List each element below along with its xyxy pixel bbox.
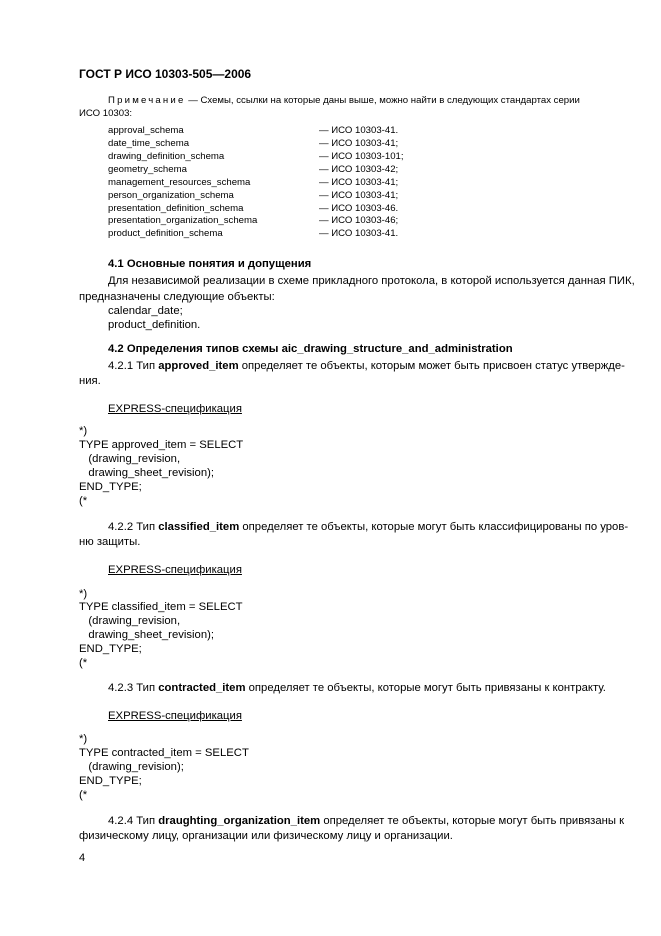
code-line: (* bbox=[79, 657, 88, 669]
clause-text: определяет те объекты, которые могут быть классифицированы по уров- bbox=[239, 521, 629, 533]
type-name: classified_item bbox=[158, 521, 240, 533]
clause-4-2-4-line-1 bbox=[108, 815, 624, 827]
page-number: 4 bbox=[79, 852, 86, 864]
express-spec-label: EXPRESS-спецификация bbox=[108, 564, 242, 576]
clause-number: 4.2.3 Тип bbox=[108, 682, 159, 694]
clause-4-2-1-line-1 bbox=[108, 360, 625, 372]
type-name: contracted_item bbox=[158, 682, 246, 694]
schema-standard: — ИСО 10303-46; bbox=[319, 215, 399, 226]
code-line: drawing_sheet_revision); bbox=[79, 629, 215, 641]
schema-row bbox=[108, 125, 628, 137]
code-line: (drawing_revision, bbox=[79, 615, 181, 627]
section-4-1-para-line-2: предназначены следующие объекты: bbox=[79, 291, 275, 303]
schema-standard: — ИСО 10303-41. bbox=[319, 125, 399, 136]
clause-number: 4.2.2 Тип bbox=[108, 521, 159, 533]
schema-row bbox=[108, 177, 628, 189]
schema-name: product_definition_schema bbox=[108, 228, 223, 239]
schema-name: presentation_definition_schema bbox=[108, 203, 244, 214]
code-line: *) bbox=[79, 425, 88, 437]
express-spec-label: EXPRESS-спецификация bbox=[108, 710, 242, 722]
code-line: END_TYPE; bbox=[79, 775, 142, 787]
code-line: END_TYPE; bbox=[79, 481, 142, 493]
schema-row bbox=[108, 164, 628, 176]
schema-name: drawing_definition_schema bbox=[108, 151, 225, 162]
clause-text: определяет те объекты, которые могут быть привязаны к контракту. bbox=[245, 682, 606, 694]
code-line: *) bbox=[79, 733, 88, 745]
clause-4-2-4-line-2: физическому лицу, организации или физическому лицу и организации. bbox=[79, 830, 453, 842]
code-line: drawing_sheet_revision); bbox=[79, 467, 215, 479]
schema-standard: — ИСО 10303-41; bbox=[319, 190, 399, 201]
express-spec-label: EXPRESS-спецификация bbox=[108, 403, 242, 415]
clause-text: определяет те объекты, которым может быть присвоен статус утвержде- bbox=[238, 360, 625, 372]
schema-row bbox=[108, 215, 628, 227]
schema-row bbox=[108, 138, 628, 150]
type-name: draughting_organization_item bbox=[158, 815, 321, 827]
note-text: — Схемы, ссылки на которые даны выше, можно найти в следующих стандартах серии bbox=[185, 95, 580, 106]
code-line: END_TYPE; bbox=[79, 643, 142, 655]
schema-name: management_resources_schema bbox=[108, 177, 251, 188]
clause-text: определяет те объекты, которые могут быть привязаны к bbox=[320, 815, 625, 827]
schema-name: person_organization_schema bbox=[108, 190, 234, 201]
clause-4-2-2-line-1 bbox=[108, 521, 628, 533]
schema-name: presentation_organization_schema bbox=[108, 215, 258, 226]
schema-standard: — ИСО 10303-101; bbox=[319, 151, 404, 162]
schema-standard: — ИСО 10303-41; bbox=[319, 138, 399, 149]
code-line: TYPE classified_item = SELECT bbox=[79, 601, 243, 613]
schema-row bbox=[108, 228, 628, 240]
code-line: (drawing_revision); bbox=[79, 761, 184, 773]
note-label: Примечание bbox=[108, 95, 186, 106]
clause-4-2-3-line-1 bbox=[108, 682, 606, 694]
code-line: *) bbox=[79, 588, 88, 600]
code-line: (drawing_revision, bbox=[79, 453, 181, 465]
note-line-1 bbox=[108, 95, 580, 106]
clause-number: 4.2.4 Тип bbox=[108, 815, 159, 827]
schema-name: approval_schema bbox=[108, 125, 184, 136]
object-product-definition: product_definition. bbox=[108, 319, 201, 331]
object-calendar-date: calendar_date; bbox=[108, 305, 183, 317]
code-line: TYPE contracted_item = SELECT bbox=[79, 747, 249, 759]
schema-standard: — ИСО 10303-46. bbox=[319, 203, 399, 214]
section-4-1-heading: 4.1 Основные понятия и допущения bbox=[108, 258, 312, 270]
clause-4-2-2-line-2: ню защиты. bbox=[79, 536, 141, 548]
schema-row bbox=[108, 203, 628, 215]
schema-standard: — ИСО 10303-41; bbox=[319, 177, 399, 188]
schema-standard: — ИСО 10303-42; bbox=[319, 164, 399, 175]
clause-number: 4.2.1 Тип bbox=[108, 360, 159, 372]
schema-name: date_time_schema bbox=[108, 138, 190, 149]
code-line: (* bbox=[79, 495, 88, 507]
type-name: approved_item bbox=[158, 360, 239, 372]
schema-name: geometry_schema bbox=[108, 164, 187, 175]
section-4-1-para-line-1: Для независимой реализации в схеме прикладного протокола, в которой используется данная ПИК, bbox=[108, 275, 635, 287]
schema-row bbox=[108, 190, 628, 202]
section-4-2-heading: 4.2 Определения типов схемы aic_drawing_structure_and_administration bbox=[108, 343, 513, 355]
clause-4-2-1-line-2: ния. bbox=[79, 375, 101, 387]
code-line: (* bbox=[79, 789, 88, 801]
schema-standard: — ИСО 10303-41. bbox=[319, 228, 399, 239]
schema-row bbox=[108, 151, 628, 163]
document-header: ГОСТ Р ИСО 10303-505—2006 bbox=[79, 67, 252, 81]
code-line: TYPE approved_item = SELECT bbox=[79, 439, 244, 451]
note-line-2: ИСО 10303: bbox=[79, 108, 133, 119]
